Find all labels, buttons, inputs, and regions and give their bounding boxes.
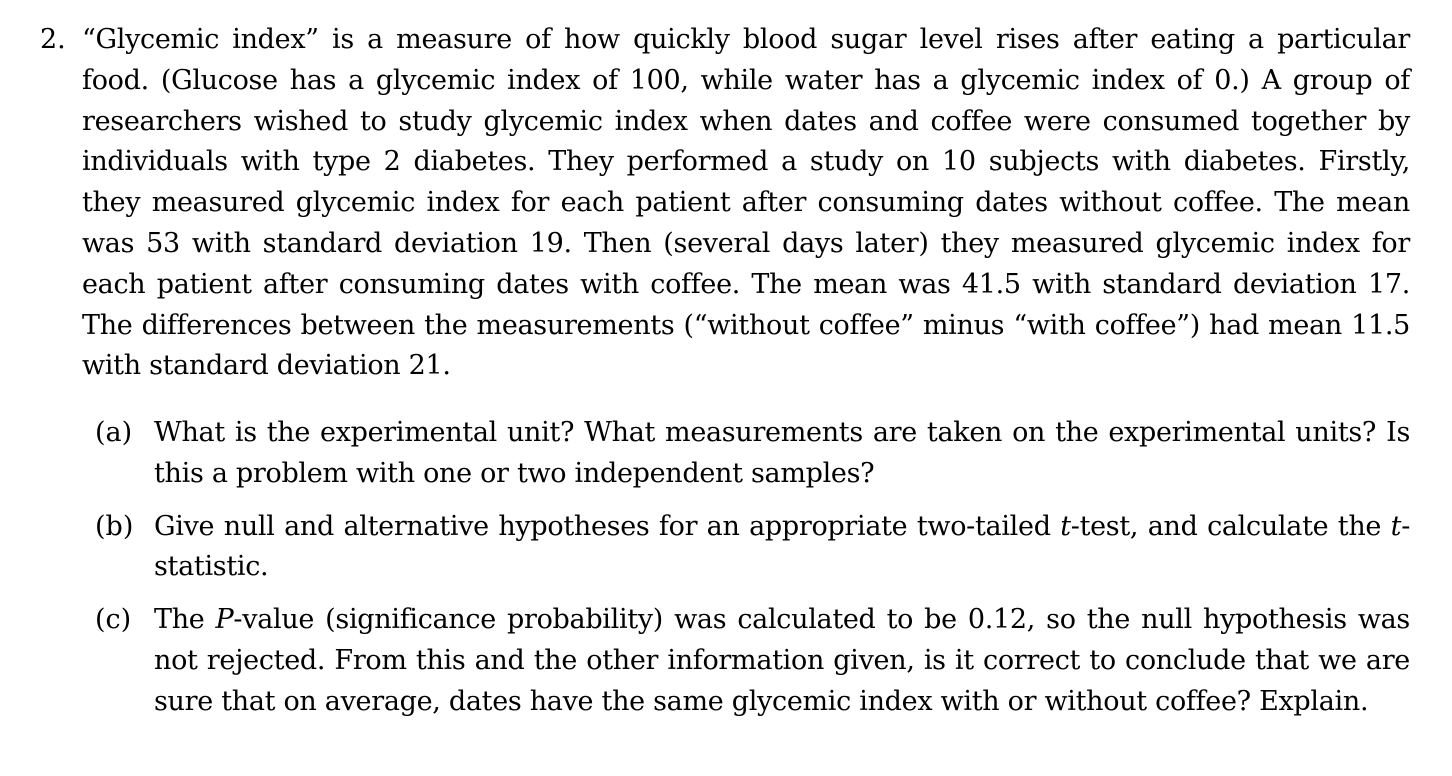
part-a-label: (a) — [95, 417, 133, 448]
part-b-label: (b) — [95, 510, 134, 542]
part-c-text — [154, 600, 1410, 722]
part-b — [95, 507, 1410, 589]
problem-statement: “Glycemic index” is a measure of how quickly blood sugar level rises after eating a particular food. (Glucose has a glycemic index of 100, while water has a glycemic index of 0.) A group of researchers wished to study glycemic index when dates and coffee were consumed together by individuals with type 2 diabetes. They performed a study on 10 subjects with diabetes. Firstly, they measured glycemic index for each patient after consuming dates without coffee. The mean was 53 with standard deviation 19. Then (several days later) they measured glycemic index for each patient after consuming dates with coffee. The mean was 41.5 with standard deviation 17. The differences between the measurements (“without coffee” minus “with coffee”) had mean 11.5 with standard deviation 21. — [82, 24, 1410, 382]
part-b-text-before: Give null and alternative hypotheses for an appropriate two-tailed — [154, 510, 1061, 542]
part-b-text — [154, 507, 1410, 589]
part-b-italic-t-2: t — [1390, 510, 1402, 542]
part-b-text-middle: -test, and calculate the — [1070, 510, 1391, 542]
part-c-text-before: The — [154, 604, 216, 636]
problem-parts — [95, 413, 1410, 735]
part-b-italic-t-1: t — [1060, 510, 1071, 542]
part-a — [95, 413, 1410, 495]
part-c-label: (c) — [95, 604, 132, 636]
part-c-italic-p: P — [215, 604, 234, 636]
problem-number: 2. — [40, 24, 66, 55]
problem-2 — [40, 20, 1410, 387]
part-c-text-after: -value (significance probability) was calculated to be 0.12, so the null hypothesis was not rejected. From this and the other information given, is it correct to conclude that we are sure that on average, dates have the same glycemic index with or without coffee? Explain. — [154, 604, 1410, 717]
part-b-text-after: -statistic. — [154, 510, 1411, 583]
part-a-text: What is the experimental unit? What measurements are taken on the experimental units? Is this a problem with one or two independent samples? — [154, 417, 1410, 489]
part-c — [95, 600, 1410, 722]
